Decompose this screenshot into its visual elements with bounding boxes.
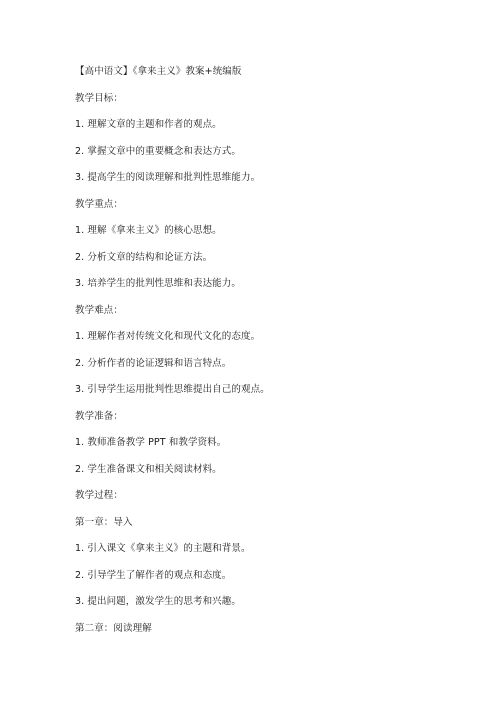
list-item: 1. 理解作者对传统文化和现代文化的态度。 [75,331,261,342]
list-item: 1. 理解文章的主题和作者的观点。 [75,119,222,130]
list-item: 2. 分析作者的论证逻辑和语言特点。 [75,357,232,369]
list-item: 3. 引导学生运用批判性思维提出自己的观点。 [75,384,270,395]
list-item: 1. 理解《拿来主义》的核心思想。 [75,225,222,236]
document-body [75,66,475,649]
list-item: 2. 学生准备课文和相关阅读材料。 [75,463,222,475]
list-item: 2. 引导学生了解作者的观点和态度。 [75,569,232,581]
list-item: 3. 提高学生的阅读理解和批判性思维能力。 [75,172,261,183]
section-heading-preparation: 教学准备： [75,410,124,422]
document-title: 【高中语文】《拿来主义》教案+统编版 [75,66,242,77]
list-item: 2. 掌握文章中的重要概念和表达方式。 [75,145,241,157]
chapter-heading-intro: 第一章：导入 [75,516,133,528]
section-heading-objectives: 教学目标： [75,92,124,104]
section-heading-difficulties: 教学难点： [75,304,124,316]
section-heading-key-points: 教学重点： [75,198,124,210]
chapter-heading-reading: 第二章：阅读理解 [75,622,152,634]
list-item: 1. 引入课文《拿来主义》的主题和背景。 [75,543,251,554]
list-item: 3. 提出问题，激发学生的思考和兴趣。 [75,596,241,607]
list-item: 3. 培养学生的批判性思维和表达能力。 [75,278,241,289]
section-heading-process: 教学过程： [75,490,124,501]
list-item: 2. 分析文章的结构和论证方法。 [75,251,213,263]
list-item: 1. 教师准备教学 PPT 和教学资料。 [75,437,227,448]
